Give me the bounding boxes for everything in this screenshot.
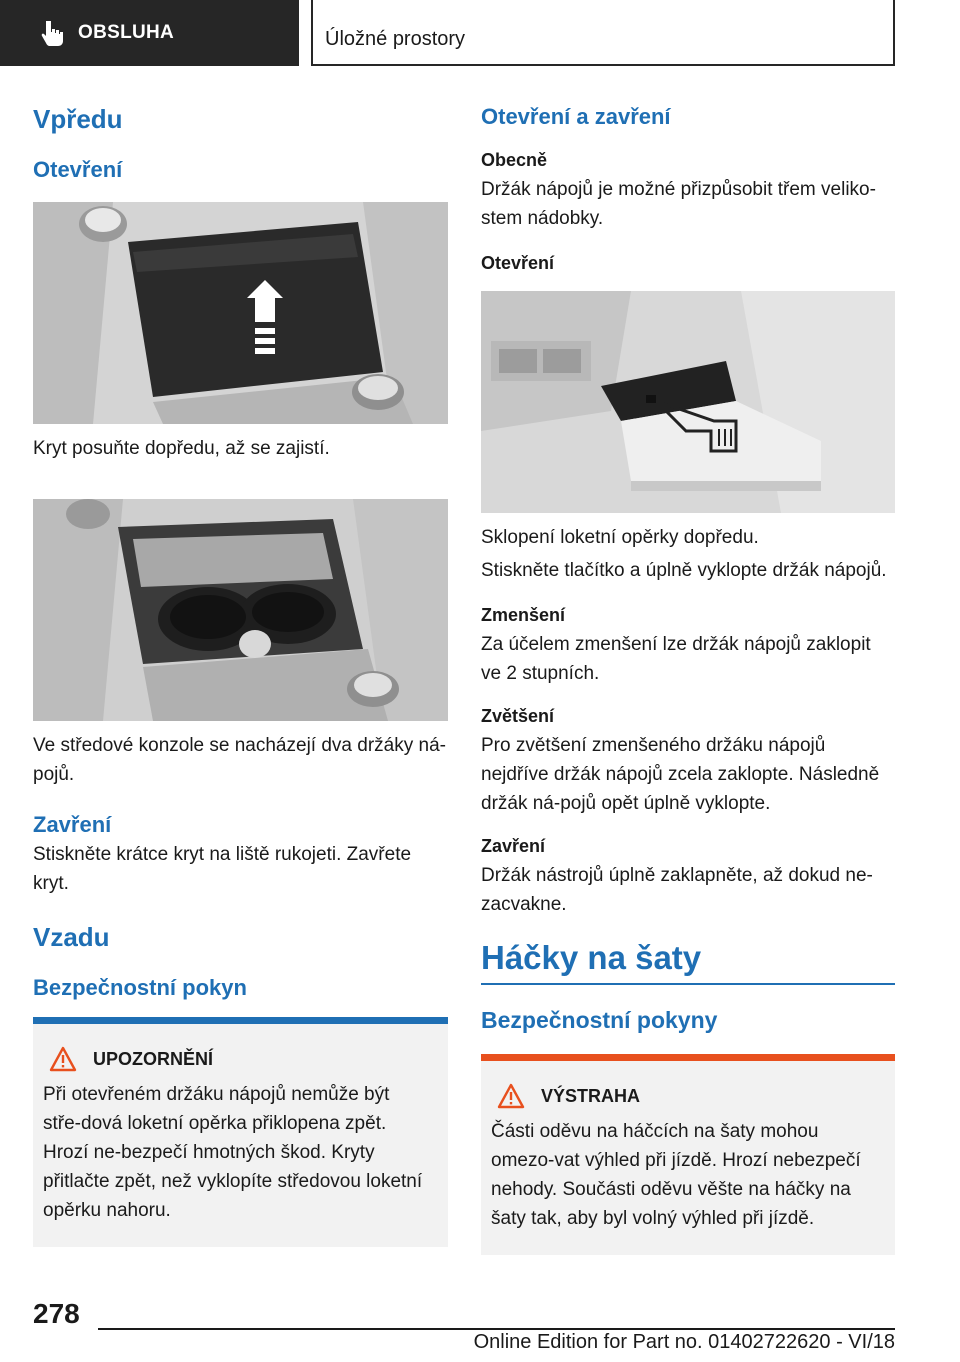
notice-box: [33, 1017, 448, 1247]
left-column: [33, 100, 448, 1247]
photo-console-cover: [33, 202, 448, 424]
heading-front: Vpředu: [33, 104, 123, 134]
text-close-rear: Držák nástrojů úplně zaklapněte, až dokud ne-zacvakne.: [481, 865, 873, 915]
section-label: OBSLUHA: [78, 22, 175, 43]
notice-title: UPOZORNĚNÍ: [93, 1048, 214, 1069]
warning-triangle-icon: [497, 1083, 525, 1109]
caption-armrest: Sklopení loketní opěrky dopředu.: [481, 527, 759, 548]
photo-cup-holders: [33, 499, 448, 721]
heading-open-rear: Otevření: [481, 253, 555, 273]
warning-triangle-icon: [49, 1046, 77, 1072]
heading-reduce: Zmenšení: [481, 605, 566, 625]
footer-divider: [98, 1328, 895, 1330]
text-close-front: Stiskněte krátce kryt na liště rukojeti. Zavřete kryt.: [33, 844, 412, 894]
warning-text: Části oděvu na háčcích na šaty mohou omezo-vat výhled při jízdě. Hrozí nebezpečí nehody. Součásti oděvu věšte na háčky na šaty tak, aby byl volný výhled při jízdě.: [491, 1121, 861, 1229]
notice-text: Při otevřeném držáku nápojů nemůže být stře-dová loketní opěrka přiklopena zpět. Hrozí ne-bezpečí hmotných škod. Kryty přitlačte zpět, než vyklopíte středovou loketní opěrku nahoru.: [43, 1084, 423, 1221]
photo-armrest: [481, 291, 895, 513]
warning-title-row: [497, 1083, 875, 1109]
chapter-title: Úložné prostory: [311, 0, 895, 66]
hand-pointer-icon: [40, 19, 64, 47]
warning-box: [481, 1054, 895, 1255]
right-column: [481, 100, 895, 1255]
section-tab[interactable]: [0, 0, 299, 66]
edition-note: Online Edition for Part no. 01402722620 - VI/18: [473, 1331, 895, 1353]
page-number: 278: [33, 1298, 80, 1329]
caption-cover-slide: Kryt posuňte dopředu, až se zajistí.: [33, 438, 330, 459]
heading-close-front: Zavření: [33, 812, 112, 837]
heading-rear: Vzadu: [33, 922, 110, 952]
warning-bar: [481, 1054, 895, 1061]
text-enlarge: Pro zvětšení zmenšeného držáku nápojů nejdříve držák nápojů zcela zaklopte. Následně držák ná-pojů opět úplně vyklopte.: [481, 735, 880, 814]
heading-safety-rear: Bezpečnostní pokyn: [33, 975, 247, 1000]
heading-general: Obecně: [481, 150, 548, 170]
heading-coat-hooks: Háčky na šaty: [481, 939, 895, 985]
notice-title-row: [49, 1046, 428, 1072]
notice-bar: [33, 1017, 448, 1024]
warning-title: VÝSTRAHA: [541, 1085, 641, 1106]
heading-close-rear: Zavření: [481, 836, 546, 856]
heading-safety-hooks: Bezpečnostní pokyny: [481, 1007, 718, 1033]
text-reduce: Za účelem zmenšení lze držák nápojů zaklopit ve 2 stupních.: [481, 634, 871, 684]
heading-open-close: Otevření a zavření: [481, 104, 671, 129]
text-general: Držák nápojů je možné přizpůsobit třem veliko-stem nádobky.: [481, 179, 876, 229]
heading-enlarge: Zvětšení: [481, 706, 555, 726]
caption-two-holders: Ve středové konzole se nacházejí dva držáky ná-pojů.: [33, 735, 446, 785]
heading-open-front: Otevření: [33, 157, 123, 182]
caption-press-button: Stiskněte tlačítko a úplně vyklopte držák nápojů.: [481, 560, 887, 581]
